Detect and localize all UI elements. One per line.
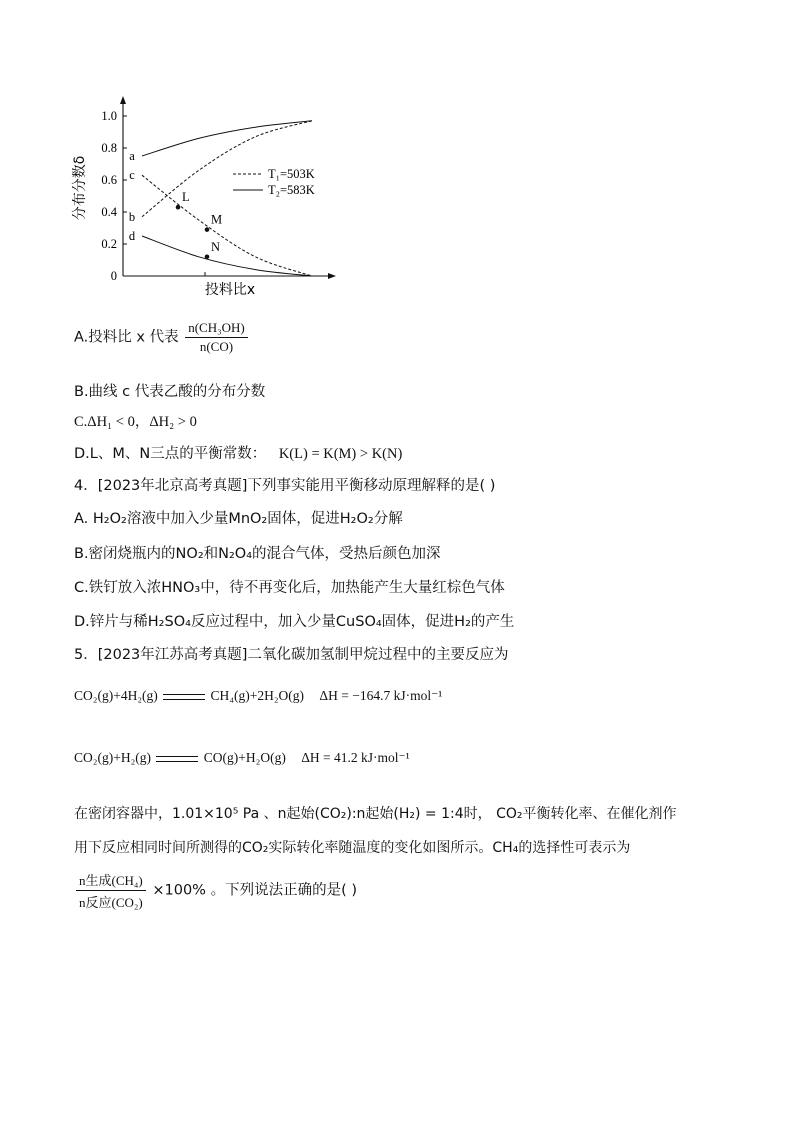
point-label-L: L — [182, 190, 190, 205]
curve-a — [142, 121, 312, 156]
y-tick-label: 0.4 — [101, 205, 117, 219]
x-axis-label: 投料比x — [204, 282, 256, 298]
q4-option-b: B.密闭烧瓶内的NO₂和N₂O₄的混合气体，受热后颜色加深 — [74, 546, 441, 562]
option-d-math: K(L) = K(M) > K(N) — [278, 446, 403, 462]
curve-label-c: c — [129, 168, 135, 183]
option-a-prefix: A.投料比 x 代表 — [74, 329, 179, 346]
option-a-numerator: n(CH₃OH) — [185, 320, 248, 338]
q4-stem: 4．[2023年北京高考真题]下列事实能用平衡移动原理解释的是( ) — [74, 478, 496, 494]
selectivity-tail: ×100% 。下列说法正确的是( ) — [152, 882, 357, 899]
option-a — [74, 320, 250, 355]
curve-label-b: b — [128, 209, 136, 224]
point-label-N: N — [211, 239, 221, 254]
option-c — [74, 410, 197, 431]
y-tick-label: 0.6 — [101, 173, 117, 187]
eq2-equals — [156, 756, 198, 762]
q4-option-d: D.锌片与稀H₂SO₄反应过程中，加入少量CuSO₄固体，促进H₂的产生 — [74, 614, 515, 630]
eq1-right: CH₄(g)+2H₂O(g) — [210, 688, 305, 703]
equation-2 — [74, 750, 410, 766]
eq1-left: CO₂(g)+4H₂(g) — [74, 688, 158, 703]
equation-1 — [74, 688, 442, 704]
q4-option-a: A. H₂O₂溶液中加入少量MnO₂固体，促进H₂O₂分解 — [74, 511, 403, 527]
curve-label-a: a — [129, 149, 135, 163]
point-N — [205, 255, 210, 260]
eq2-dh: ΔH = 41.2 kJ·mol⁻¹ — [301, 750, 410, 765]
curve-d — [142, 236, 312, 276]
selectivity-denominator: n反应(CO₂) — [79, 895, 143, 910]
eq2-left: CO₂(g)+H₂(g) — [74, 750, 152, 765]
y-axis-arrow — [120, 96, 126, 104]
option-d-text: D.L、M、N三点的平衡常数： — [74, 446, 267, 462]
point-L — [176, 205, 181, 210]
option-d — [74, 442, 402, 463]
y-tick-label: 0.8 — [101, 141, 117, 155]
eq1-dh: ΔH = −164.7 kJ·mol⁻¹ — [319, 688, 443, 703]
q5-conditions-line1: 在密闭容器中，1.01×10⁵ Pa 、n起始(CO₂):n起始(H₂) = 1:4时， CO₂平衡转化率、在催化剂作 — [74, 806, 677, 822]
legend-t1: T₁=503K — [268, 167, 315, 181]
selectivity-numerator: n生成(CH₄) — [76, 870, 146, 891]
eq1-equals — [163, 694, 205, 700]
option-a-denominator: n(CO) — [199, 339, 234, 354]
q4-option-c: C.铁钉放入浓HNO₃中，待不再变化后，加热能产生大量红棕色气体 — [74, 580, 505, 596]
q5-selectivity — [74, 870, 357, 911]
y-tick-label: 0.2 — [101, 237, 117, 251]
y-axis-label: 分布分数δ — [72, 155, 88, 221]
q5-stem: 5．[2023年江苏高考真题]二氧化碳加氢制甲烷过程中的主要反应为 — [74, 647, 509, 663]
y-tick-label: 1.0 — [101, 109, 117, 123]
q5-conditions-line2: 用下反应相同时间所测得的CO₂实际转化率随温度的变化如图所示。CH₄的选择性可表示为 — [74, 840, 631, 856]
distribution-chart — [70, 92, 350, 302]
point-label-M: M — [211, 212, 223, 227]
option-c-text: C.ΔH₁ < 0，ΔH₂ > 0 — [74, 414, 197, 430]
selectivity-fraction — [76, 870, 146, 911]
y-tick-label: 0 — [110, 269, 117, 283]
option-a-fraction — [185, 320, 248, 355]
eq2-right: CO(g)+H₂O(g) — [203, 750, 286, 765]
curve-label-d: d — [128, 229, 136, 243]
point-M — [205, 227, 210, 232]
legend — [233, 167, 315, 197]
option-b: B.曲线 c 代表乙酸的分布分数 — [74, 384, 266, 400]
legend-t2: T₂=583K — [268, 183, 315, 197]
x-axis-arrow — [328, 273, 336, 279]
